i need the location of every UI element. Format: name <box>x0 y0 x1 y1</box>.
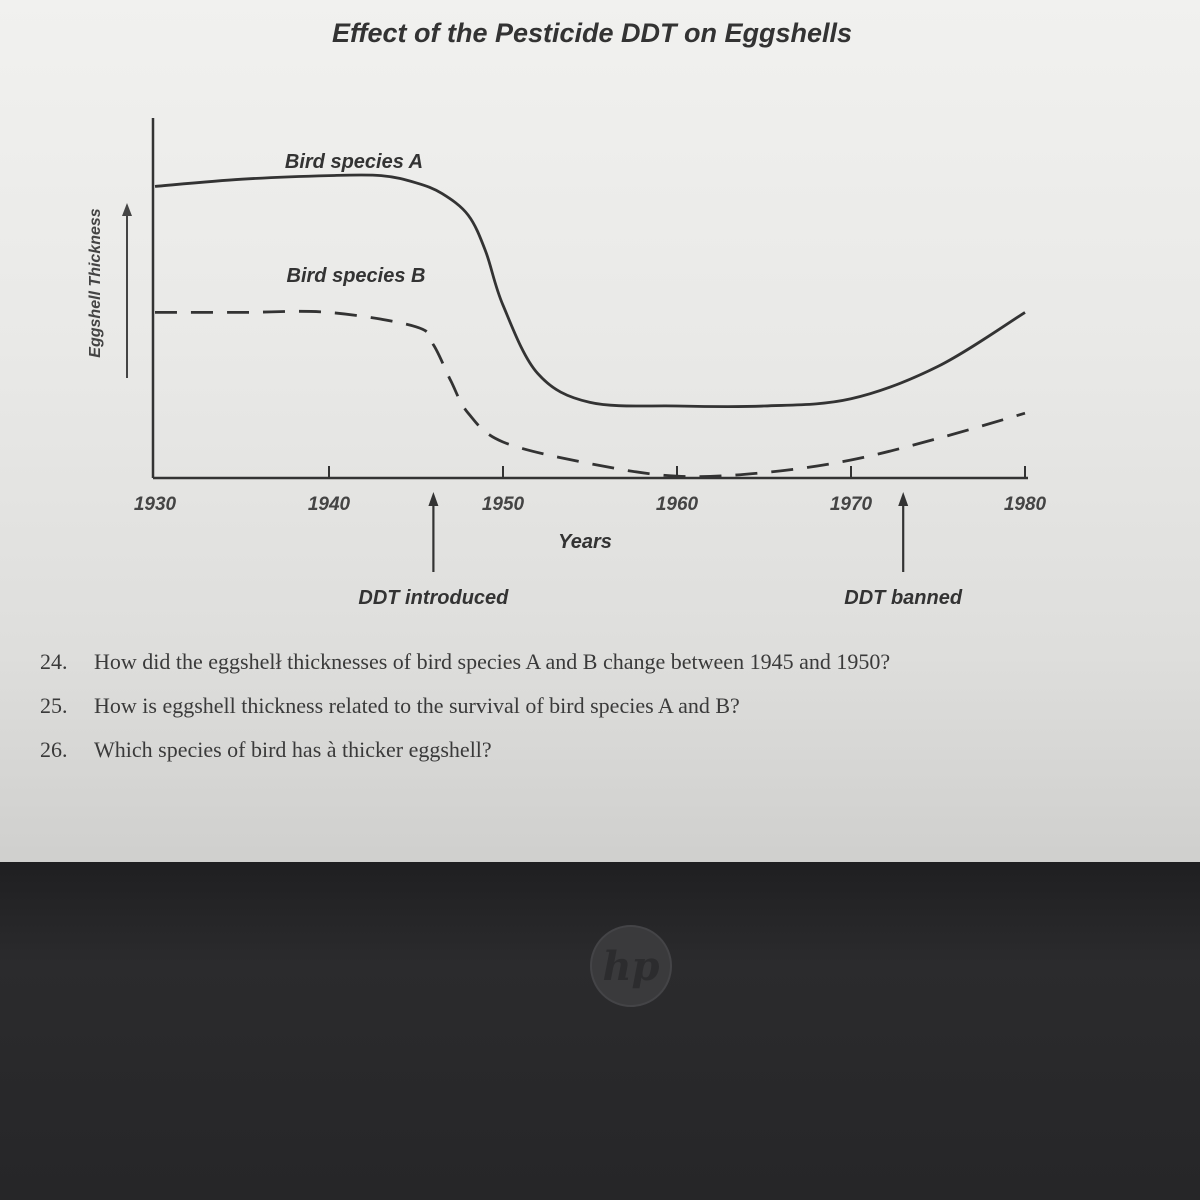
ddt-introduced-arrow <box>428 492 438 572</box>
x-tick-label: 1940 <box>307 494 351 515</box>
x-tick-label: 1950 <box>481 494 525 515</box>
question-text: How is eggshell thickness related to the survival of bird species A and B? <box>94 693 740 718</box>
ddt-introduced-label: DDT introduced <box>358 587 509 609</box>
y-axis-label: Eggshell Thickness <box>87 208 104 358</box>
question-item <box>40 728 1140 772</box>
x-tick-label: 1930 <box>133 494 177 515</box>
series-label-b: Bird species B <box>286 265 426 287</box>
series-label-a: Bird species A <box>284 151 424 173</box>
series-line-b <box>155 311 1025 476</box>
ddt-banned-arrow <box>898 492 908 572</box>
ddt-banned-label: DDT banned <box>844 587 963 609</box>
series-line-a <box>155 175 1025 407</box>
y-axis-arrow <box>122 203 132 378</box>
x-axis-label: Years <box>558 531 612 553</box>
question-list <box>40 640 1140 772</box>
x-tick-label: 1960 <box>655 494 699 515</box>
chart-title: Effect of the Pesticide DDT on Eggshells <box>331 18 853 48</box>
question-text: Which species of bird has à thicker eggshell? <box>94 737 492 762</box>
question-item <box>40 640 1140 684</box>
hp-logo-icon: hp <box>590 925 672 1007</box>
monitor-bezel <box>0 862 1200 1200</box>
question-number: 26. <box>40 737 68 762</box>
x-tick-label: 1980 <box>1003 494 1047 515</box>
question-number: 24. <box>40 649 68 674</box>
question-text: How did the eggshelł thicknesses of bird species A and B change between 1945 and 1950? <box>94 649 891 674</box>
question-item <box>40 684 1140 728</box>
x-tick-label: 1970 <box>829 494 873 515</box>
question-number: 25. <box>40 693 68 718</box>
